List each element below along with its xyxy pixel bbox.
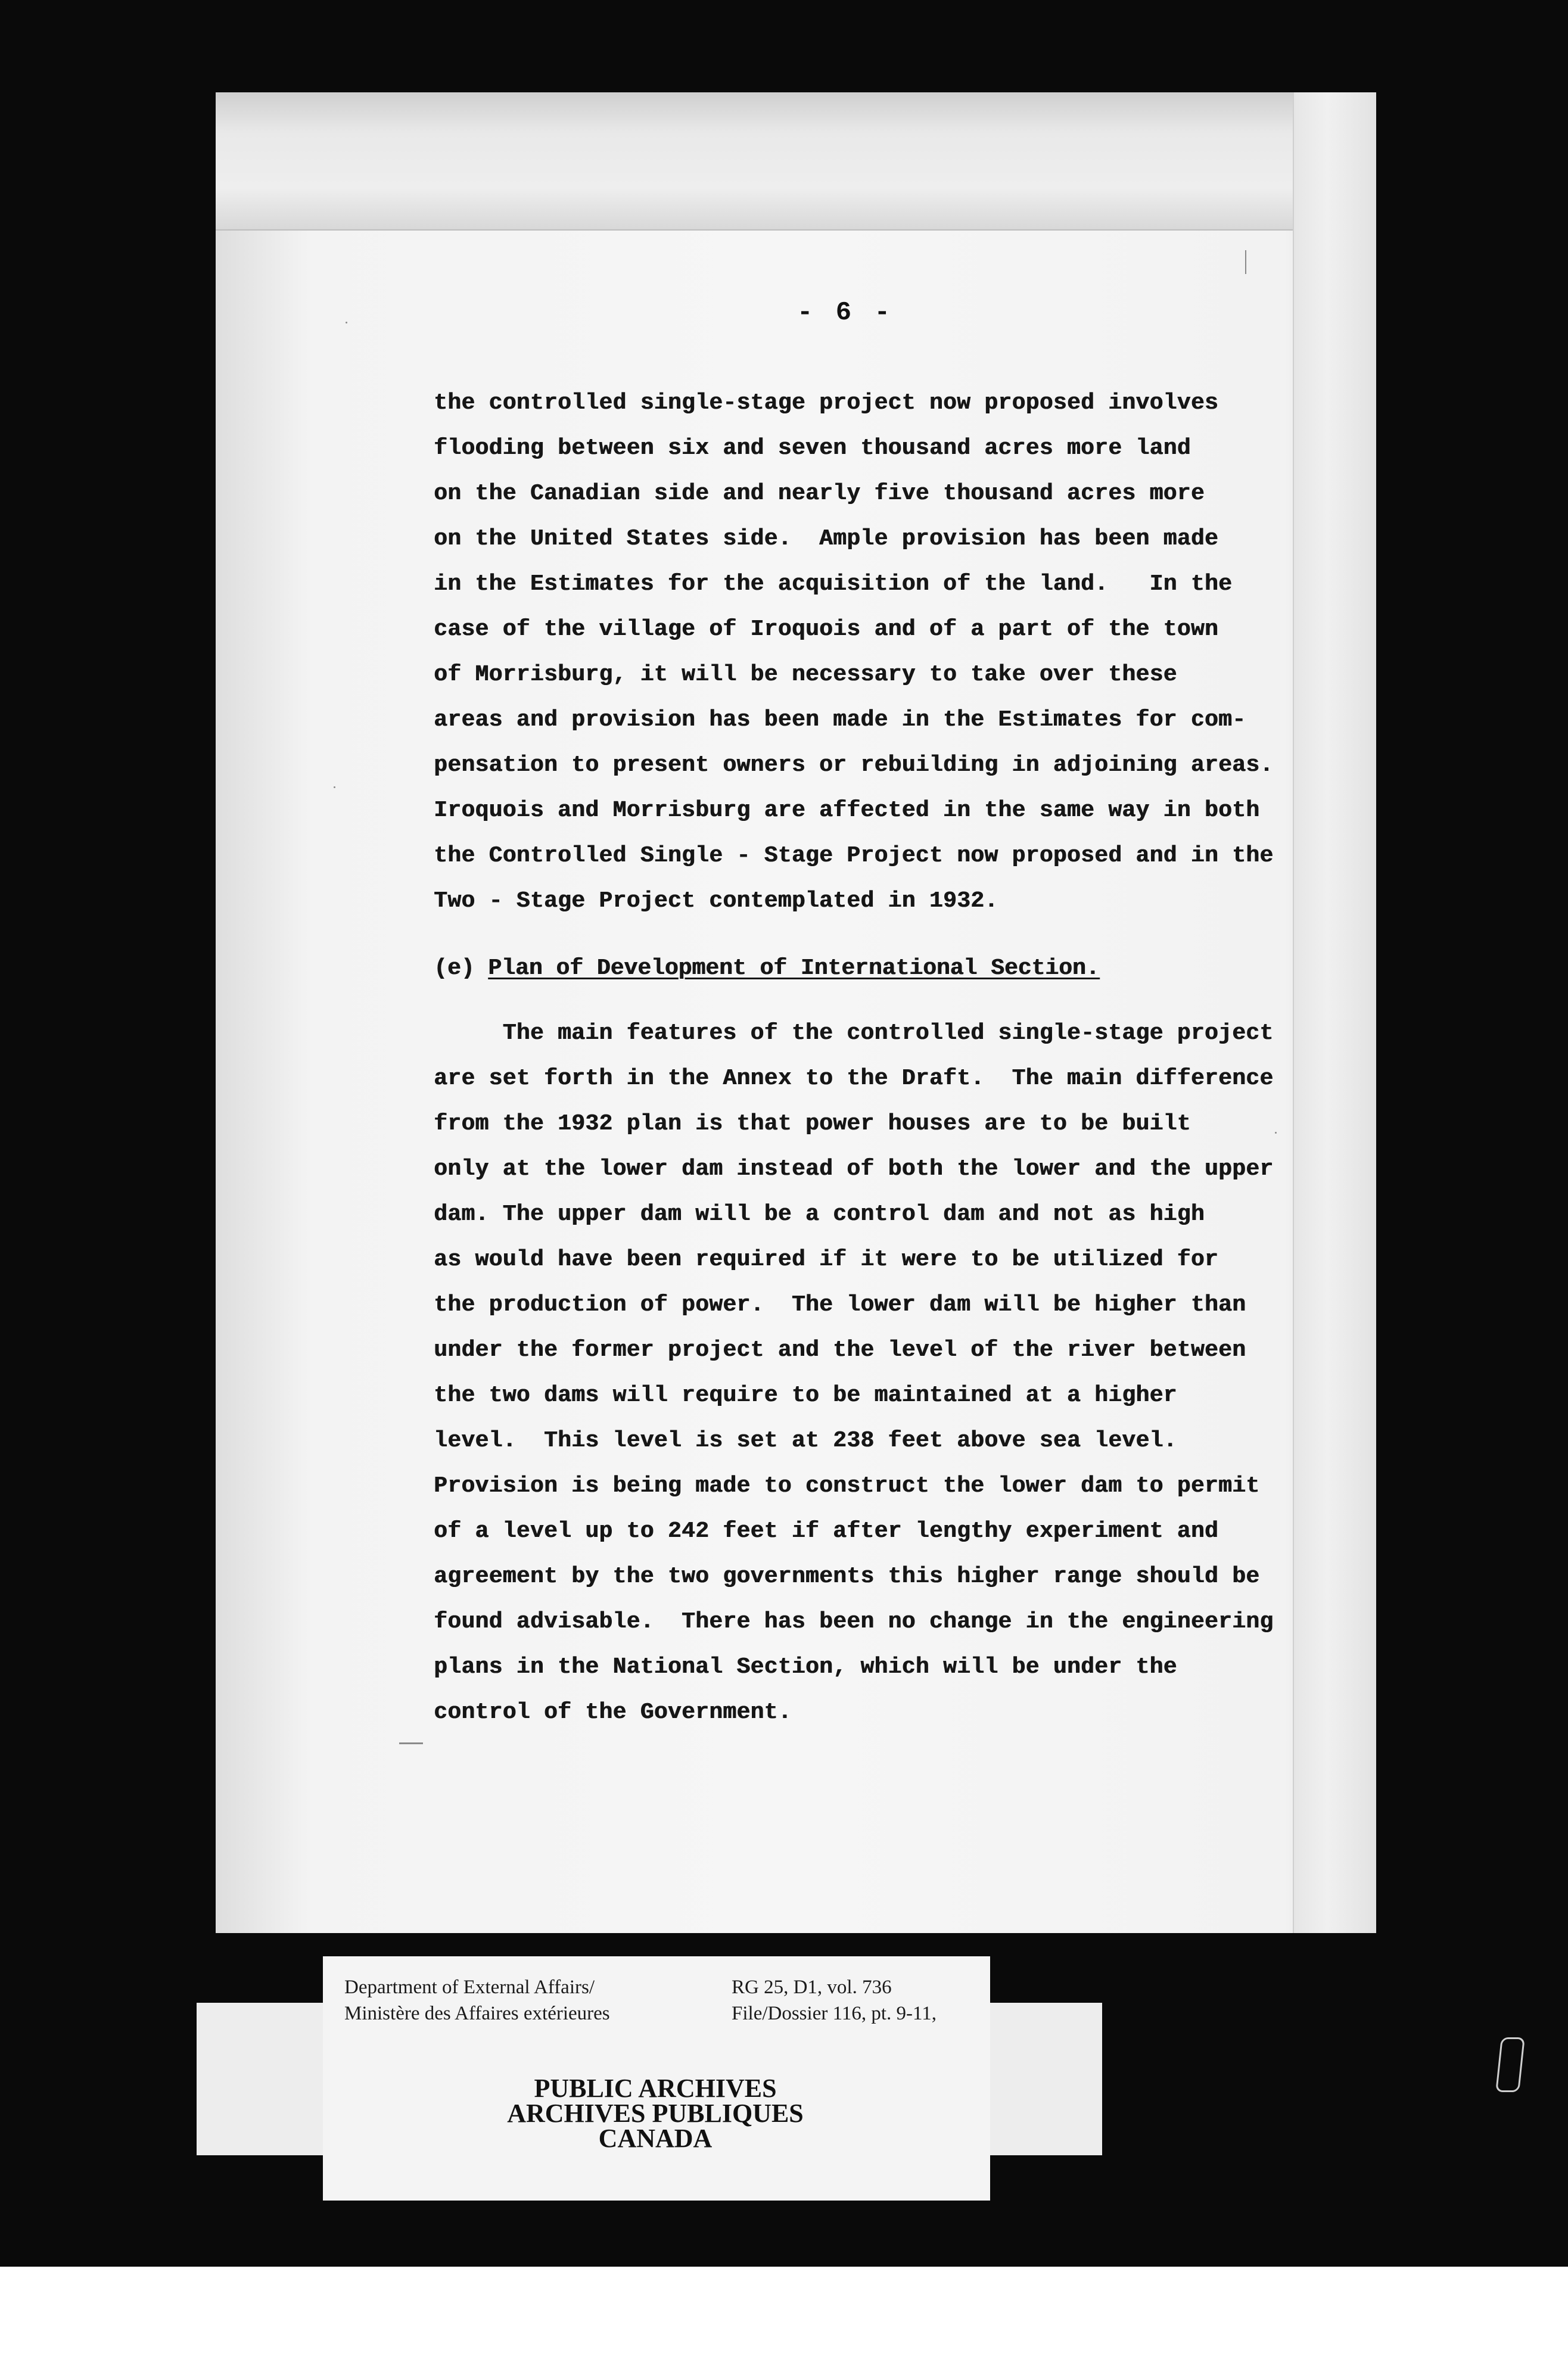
text-line: Provision is being made to construct the lower dam to permit xyxy=(434,1473,1260,1499)
page-right-edge xyxy=(1293,92,1376,1933)
file-reference: File/Dossier 116, pt. 9-11, xyxy=(732,2003,937,2024)
text-line: of a level up to 242 feet if after lengthy experiment and xyxy=(434,1518,1218,1544)
department-english: Department of External Affairs/ xyxy=(344,1977,595,1998)
text-line: the controlled single-stage project now proposed involves xyxy=(434,390,1218,416)
section-heading xyxy=(434,956,1099,981)
text-line: The main features of the controlled single-stage project xyxy=(434,1020,1274,1046)
text-line: Two - Stage Project contemplated in 1932. xyxy=(434,888,998,914)
archives-line-3: CANADA xyxy=(598,2124,713,2153)
text-line: areas and provision has been made in the Estimates for com- xyxy=(434,707,1246,733)
film-scratch xyxy=(399,1742,423,1744)
text-line: are set forth in the Annex to the Draft. The main difference xyxy=(434,1066,1274,1091)
archives-line-1: PUBLIC ARCHIVES xyxy=(534,2074,777,2103)
public-archives-stamp xyxy=(477,2076,834,2151)
film-scratch xyxy=(1245,250,1246,274)
text-line: control of the Government. xyxy=(434,1700,792,1725)
text-line: under the former project and the level of the river between xyxy=(434,1337,1246,1363)
text-line: the two dams will require to be maintained at a higher xyxy=(434,1383,1177,1408)
film-speck xyxy=(334,786,335,788)
record-group-reference: RG 25, D1, vol. 736 xyxy=(732,1977,892,1998)
page-top-fold xyxy=(216,92,1376,231)
text-line: case of the village of Iroquois and of a part of the town xyxy=(434,617,1218,642)
text-line: from the 1932 plan is that power houses are to be built xyxy=(434,1111,1191,1137)
text-line: found advisable. There has been no change in the engineering xyxy=(434,1609,1274,1635)
text-line: only at the lower dam instead of both the lower and the upper xyxy=(434,1156,1274,1182)
text-line: on the Canadian side and nearly five thousand acres more xyxy=(434,481,1205,506)
text-line: agreement by the two governments this higher range should be xyxy=(434,1564,1260,1589)
text-line: the Controlled Single - Stage Project now proposed and in the xyxy=(434,843,1274,869)
page-number: - 6 - xyxy=(797,298,894,328)
film-speck xyxy=(1275,1132,1277,1134)
text-line: Iroquois and Morrisburg are affected in the same way in both xyxy=(434,798,1260,823)
text-line: dam. The upper dam will be a control dam and not as high xyxy=(434,1202,1205,1227)
text-line: as would have been required if it were to be utilized for xyxy=(434,1247,1218,1272)
film-speck xyxy=(346,322,347,323)
text-line: the production of power. The lower dam will be higher than xyxy=(434,1292,1246,1318)
text-line: of Morrisburg, it will be necessary to take over these xyxy=(434,662,1177,687)
text-line: in the Estimates for the acquisition of the land. In the xyxy=(434,571,1233,597)
text-line: plans in the National Section, which will be under the xyxy=(434,1654,1177,1680)
text-line: level. This level is set at 238 feet above sea level. xyxy=(434,1428,1177,1454)
text-line: pensation to present owners or rebuilding in adjoining areas. xyxy=(434,752,1274,778)
text-line: on the United States side. Ample provision has been made xyxy=(434,526,1218,552)
heading-text: Plan of Development of International Section. xyxy=(488,956,1100,981)
archives-line-2: ARCHIVES PUBLIQUES xyxy=(507,2099,804,2128)
heading-marker: (e) xyxy=(434,956,475,981)
department-french: Ministère des Affaires extérieures xyxy=(344,2003,610,2024)
text-line: flooding between six and seven thousand acres more land xyxy=(434,435,1191,461)
